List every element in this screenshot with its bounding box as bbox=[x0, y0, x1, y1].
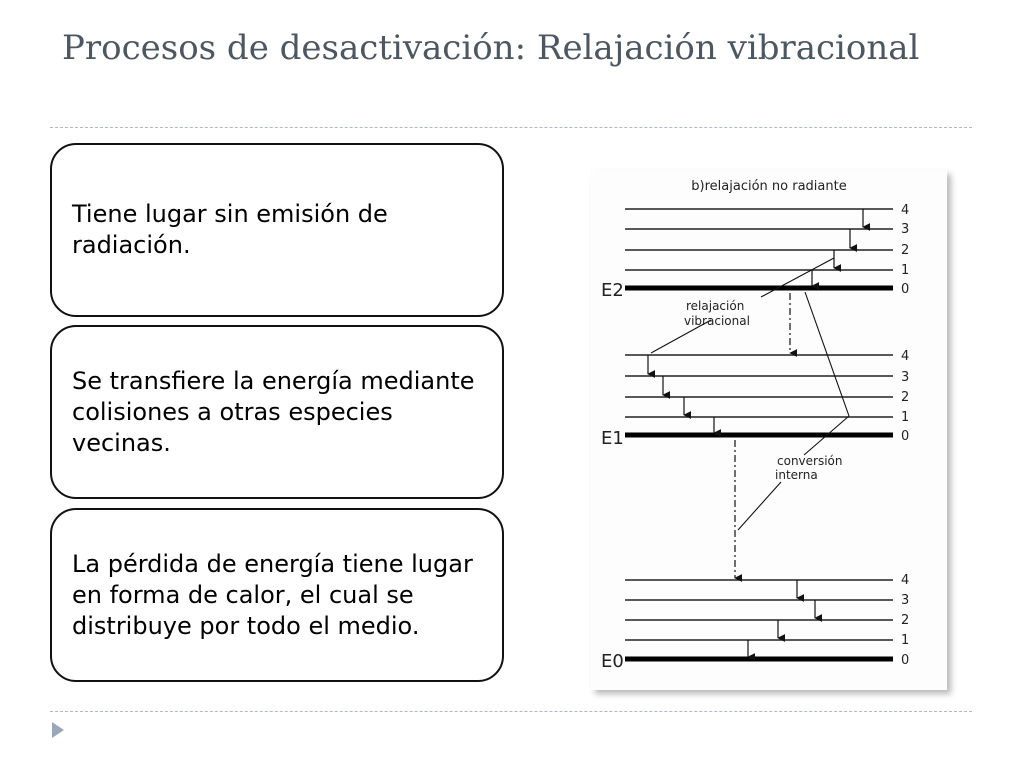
info-box-text: La pérdida de energía tiene lugar en forma de calor, el cual se distribuye por todo el medio. bbox=[72, 549, 473, 640]
diagram-caption: b)relajación no radiante bbox=[691, 179, 847, 194]
state-E1 bbox=[601, 349, 909, 449]
leader-line-conversion-lower bbox=[738, 482, 781, 530]
level-label: 4 bbox=[901, 349, 910, 364]
triangle-bullet-icon bbox=[52, 722, 64, 738]
conversion-label-line2: interna bbox=[775, 468, 818, 482]
relaxation-arrows-E1 bbox=[648, 355, 714, 433]
level-label: 2 bbox=[901, 613, 910, 628]
info-box-heat bbox=[50, 508, 504, 682]
info-box-text: Se transfiere la energía mediante colisiones a otras especies vecinas. bbox=[72, 366, 475, 457]
level-label: 0 bbox=[901, 282, 910, 297]
level-label: 4 bbox=[901, 573, 910, 588]
relaxation-label-line1: relajación bbox=[686, 299, 745, 313]
state-E0 bbox=[601, 573, 909, 672]
leader-lines bbox=[651, 258, 849, 530]
footer-divider bbox=[50, 711, 972, 712]
level-label: 0 bbox=[901, 653, 910, 668]
state-label: E0 bbox=[601, 651, 624, 672]
title-divider bbox=[50, 127, 972, 128]
level-label: 1 bbox=[901, 633, 910, 648]
level-label: 3 bbox=[901, 222, 910, 237]
relaxation-label-line2: vibracional bbox=[684, 314, 750, 328]
leader-line-relaxation-E2 bbox=[761, 258, 834, 297]
state-label: E2 bbox=[601, 280, 624, 301]
info-box-no-radiation bbox=[50, 143, 504, 317]
level-label: 0 bbox=[901, 429, 910, 444]
relaxation-arrows-E2 bbox=[812, 209, 863, 286]
slide-title: Procesos de desactivación: Relajación vibracional bbox=[62, 28, 920, 68]
level-label: 3 bbox=[901, 593, 910, 608]
info-box-collisions bbox=[50, 325, 504, 499]
energy-level-svg bbox=[591, 170, 947, 690]
info-box-text: Tiene lugar sin emisión de radiación. bbox=[72, 200, 388, 259]
relaxation-arrows-E0 bbox=[748, 580, 815, 657]
level-label: 2 bbox=[901, 390, 910, 405]
state-label: E1 bbox=[601, 428, 624, 449]
conversion-label-line1: conversión bbox=[777, 454, 843, 468]
level-label: 2 bbox=[901, 243, 910, 258]
level-label: 1 bbox=[901, 410, 910, 425]
level-label: 1 bbox=[901, 263, 910, 278]
energy-level-diagram bbox=[591, 170, 947, 690]
level-label: 3 bbox=[901, 370, 910, 385]
leader-line-relaxation-E1 bbox=[651, 320, 711, 353]
level-label: 4 bbox=[901, 203, 910, 218]
